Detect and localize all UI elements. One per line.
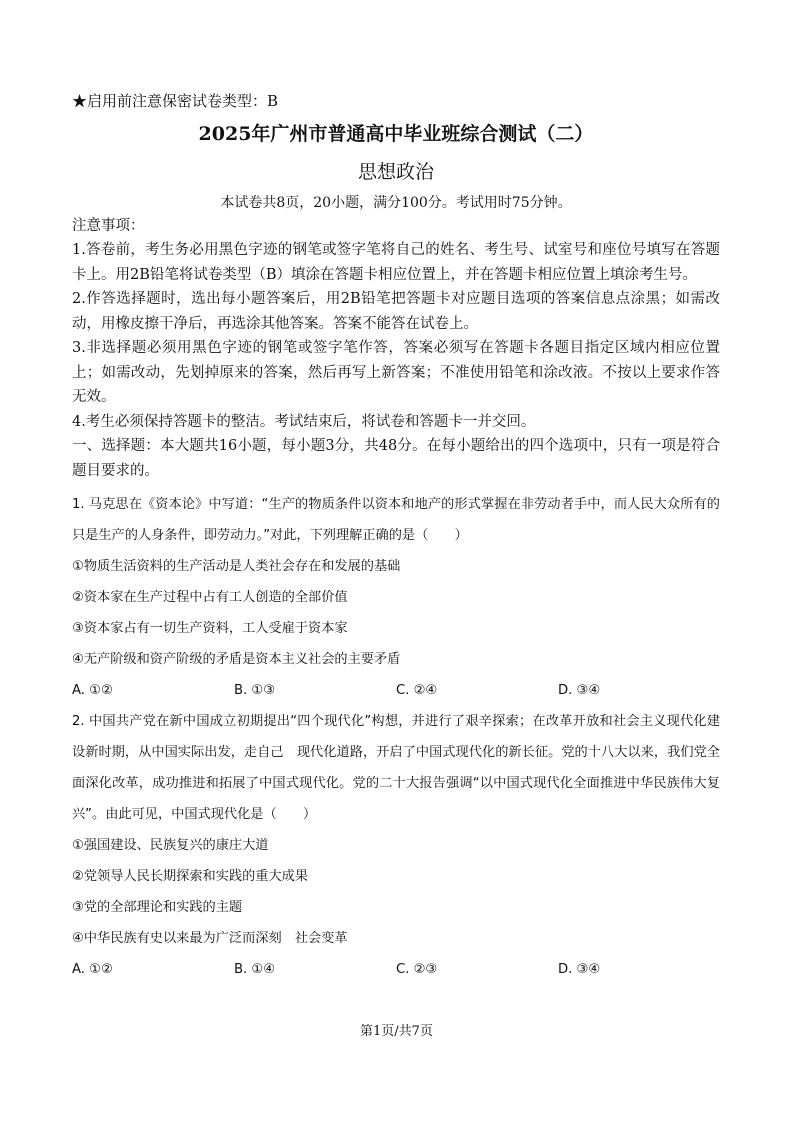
- subject-title: 思想政治: [357, 161, 434, 183]
- question-stem: 1. 马克思在《资本论》中写道：“生产的物质条件以资本和地产的形式掌握在非劳动者手中，而人民大众所有的只是生产的人身条件，即劳动力。”对此，下列理解正确的是（ ）: [72, 497, 720, 543]
- choice-a: A. ①②: [72, 962, 113, 977]
- choice-c: C. ②③: [396, 962, 438, 977]
- answer-choices: [72, 675, 720, 706]
- question-1: [72, 489, 720, 706]
- section-one-instructions: 一、选择题：本大题共16小题，每小题3分，共48分。在每小题给出的四个选项中，只有一项是符合题目要求的。: [72, 438, 720, 479]
- statement-item: ②党领导人民长期探索和实践的重大成果: [72, 869, 309, 884]
- exam-title: 2025年广州市普通高中毕业班综合测试（二）: [198, 123, 594, 145]
- choice-b: B. ①③: [234, 683, 276, 698]
- confidential-notice: ★启用前注意保密试卷类型：B: [72, 92, 279, 110]
- question-2: [72, 706, 720, 985]
- statement-item: ③资本家占有一切生产资料，工人受雇于资本家: [72, 621, 348, 636]
- notice-item-4: 4.考生必须保持答题卡的整洁。考试结束后，将试卷和答题卡一并交回。: [72, 413, 536, 430]
- choice-d: D. ③④: [558, 962, 601, 977]
- statement-item: ④中华民族有史以来最为广泛而深刻 社会变革: [72, 931, 348, 946]
- exam-page: [72, 88, 720, 985]
- answer-choices: [72, 954, 720, 985]
- notice-item-3: 3.非选择题必须用黑色字迹的钢笔或签字笔作答，答案必须写在答题卡各题目指定区域内相应位置上；如需改动，先划掉原来的答案，然后再写上新答案；不准使用铅笔和涂改液。不按以上要求作答无效。: [72, 340, 720, 405]
- notice-item-1: 1.答卷前，考生务必用黑色字迹的钢笔或签字笔将自己的姓名、考生号、试室号和座位号填写在答题卡上。用2B铅笔将试卷类型（B）填涂在答题卡相应位置上，并在答题卡相应位置上填涂考生号。: [72, 242, 720, 283]
- statement-item: ③党的全部理论和实践的主题: [72, 900, 243, 915]
- question-stem: 2. 中国共产党在新中国成立初期提出“四个现代化”构想，并进行了艰辛探索；在改革开放和社会主义现代化建设新时期，从中国实际出发，走自己 现代化道路，开启了中国式现代化的新长征。党的十八大以来，我们党全面深化改革，成功推进和拓展了中国式现代化。党的二十大报告强调“以中国式现代化全面推进中华民族伟大复兴”。由此可见，中国式现代化是（ ）: [72, 714, 720, 822]
- page-number-footer: 第1页/共7页: [360, 1024, 433, 1039]
- statement-item: ④无产阶级和资产阶级的矛盾是资本主义社会的主要矛盾: [72, 652, 401, 667]
- choice-a: A. ①②: [72, 683, 113, 698]
- choice-b: B. ①④: [234, 962, 276, 977]
- choice-d: D. ③④: [558, 683, 601, 698]
- notice-heading: 注意事项：: [72, 218, 145, 234]
- exam-info: 本试卷共8页，20小题，满分100分。考试用时75分钟。: [220, 195, 572, 211]
- statement-item: ①物质生活资料的生产活动是人类社会存在和发展的基础: [72, 559, 401, 574]
- notice-item-2: 2.作答选择题时，选出每小题答案后，用2B铅笔把答题卡对应题目选项的答案信息点涂黑；如需改动，用橡皮擦干净后，再选涂其他答案。答案不能答在试卷上。: [72, 291, 720, 332]
- choice-c: C. ②④: [396, 683, 438, 698]
- statement-item: ②资本家在生产过程中占有工人创造的全部价值: [72, 590, 348, 605]
- statement-item: ①强国建设、民族复兴的康庄大道: [72, 838, 269, 853]
